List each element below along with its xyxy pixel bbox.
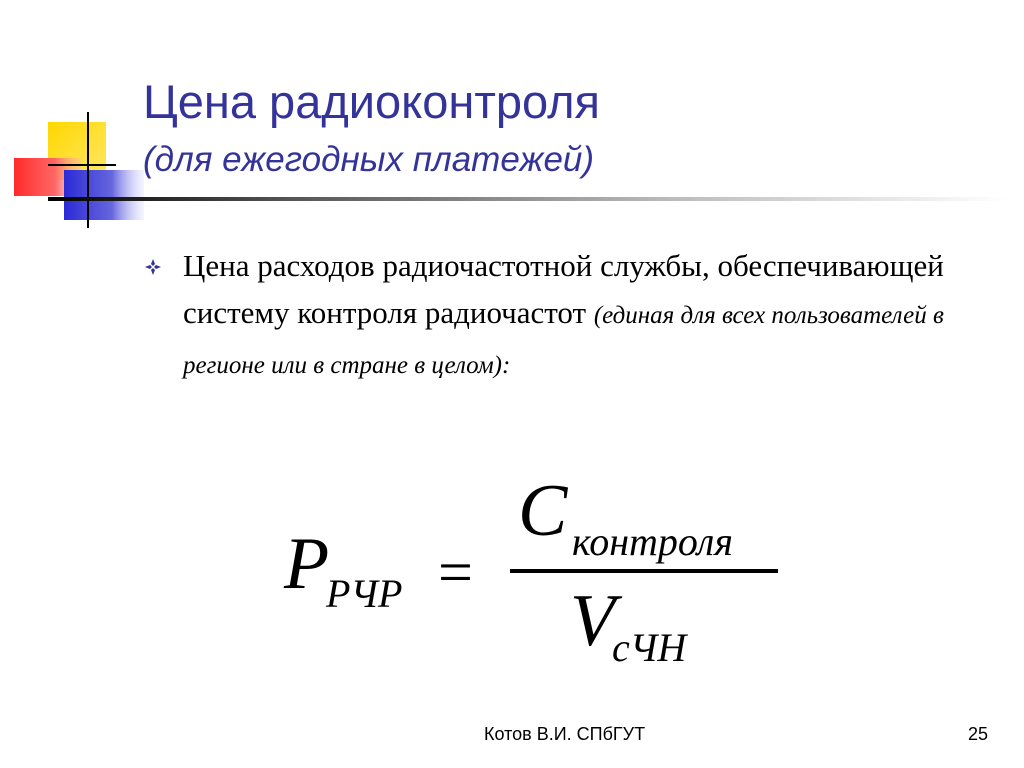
formula-numerator-subscript: контроля [572, 519, 733, 564]
price-formula [270, 465, 810, 685]
formula-denominator: V [570, 580, 616, 662]
formula-equals: = [438, 539, 473, 607]
formula-denominator-subscript: сЧН [612, 625, 687, 670]
title-divider [48, 197, 1008, 201]
bullet-text-main: Цена расходов радиочастотной службы, обеспечивающей систему контроля радиочастот [183, 248, 944, 330]
diamond-bullet-icon [144, 258, 162, 276]
decorative-squares [0, 0, 150, 240]
footer-author: Котов В.И. СПбГУТ [484, 724, 646, 744]
formula-lhs: P [284, 523, 330, 605]
slide-subtitle: (для ежегодных платежей) [143, 140, 595, 179]
bullet-paragraph [183, 242, 1013, 389]
bullet-text-italic: (единая для всех пользователей в регионе или в стране в целом): [183, 302, 944, 379]
slide-title: Цена радиоконтроля [143, 75, 600, 128]
page-number: 25 [968, 724, 989, 744]
formula-numerator: C [518, 470, 568, 552]
formula-lhs-subscript: РЧР [326, 571, 403, 616]
